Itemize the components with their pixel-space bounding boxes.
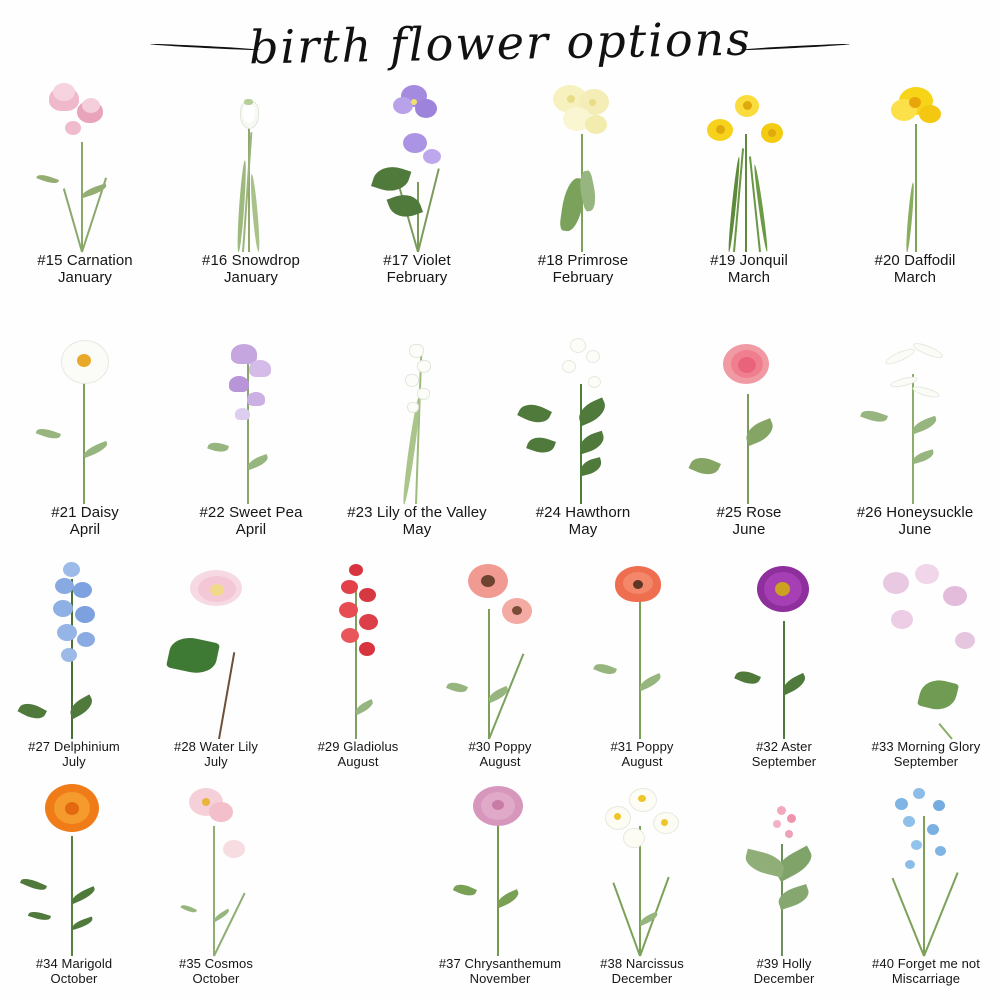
flower-label-28: #28 Water Lily July [173,739,258,769]
flower-label-33: #33 Morning Glory September [871,739,981,769]
flower-card-21[interactable] [2,326,168,538]
flower-label-40: #40 Forget me not Miscarriage [872,956,980,986]
flower-card-27[interactable] [3,554,145,769]
flower-label-35: #35 Cosmos October [179,956,253,986]
flower-card-29[interactable] [287,554,429,769]
flourish-right-icon [740,43,850,51]
flower-label-39: #39 Holly December [753,956,815,986]
flower-label-24: #24 Hawthorn May [535,504,631,538]
flower-label-31: #31 Poppy August [610,739,674,769]
flower-card-25[interactable] [666,326,832,538]
flower-label-23: #23 Lily of the Valley May [347,504,487,538]
flower-label-26: #26 Honeysuckle June [856,504,974,538]
flourish-left-icon [150,43,260,51]
flower-card-17[interactable] [334,77,500,286]
flower-card-40[interactable] [855,776,997,986]
flower-label-17: #17 Violet February [383,252,451,286]
flower-label-18: #18 Primrose February [537,252,629,286]
flower-card-37[interactable] [429,776,571,986]
flower-row-2 [0,296,1000,538]
flower-row-3 [0,544,1000,769]
flower-label-38: #38 Narcissus December [600,956,684,986]
flower-card-15[interactable] [2,77,168,286]
flower-card-30[interactable] [429,554,571,769]
page-title-area [0,0,1000,86]
flower-label-30: #30 Poppy August [468,739,532,769]
flower-label-15: #15 Carnation January [37,252,133,286]
flower-card-32[interactable] [713,554,855,769]
flower-card-22[interactable] [168,326,334,538]
flower-label-22: #22 Sweet Pea April [199,504,303,538]
flower-label-37: #37 Chrysanthemum November [438,956,562,986]
flower-label-19: #19 Jonquil March [710,252,788,286]
flower-card-34[interactable] [3,776,145,986]
flower-label-27: #27 Delphinium July [28,739,120,769]
flower-card-24[interactable] [500,326,666,538]
flower-card-31[interactable] [571,554,713,769]
flower-card-19[interactable] [666,77,832,286]
flower-card-28[interactable] [145,554,287,769]
flower-card-39[interactable] [713,776,855,986]
flower-label-21: #21 Daisy April [51,504,119,538]
flower-card-26[interactable] [832,326,998,538]
flower-label-20: #20 Daffodil March [874,252,956,286]
flower-label-34: #34 Marigold October [35,956,113,986]
flower-card-18[interactable] [500,77,666,286]
flower-card-38[interactable] [571,776,713,986]
flower-card-20[interactable] [832,77,998,286]
page-title: birth flower options [248,11,752,75]
flower-card-empty [287,806,429,986]
flower-card-23[interactable] [334,326,500,538]
flower-label-29: #29 Gladiolus August [317,739,399,769]
flower-label-16: #16 Snowdrop January [202,252,300,286]
flower-card-35[interactable] [145,776,287,986]
flower-label-25: #25 Rose June [716,504,782,538]
flower-card-33[interactable] [855,554,997,769]
flower-card-16[interactable] [168,77,334,286]
flower-row-1 [0,86,1000,286]
flower-row-4 [0,771,1000,986]
flower-label-32: #32 Aster September [751,739,817,769]
